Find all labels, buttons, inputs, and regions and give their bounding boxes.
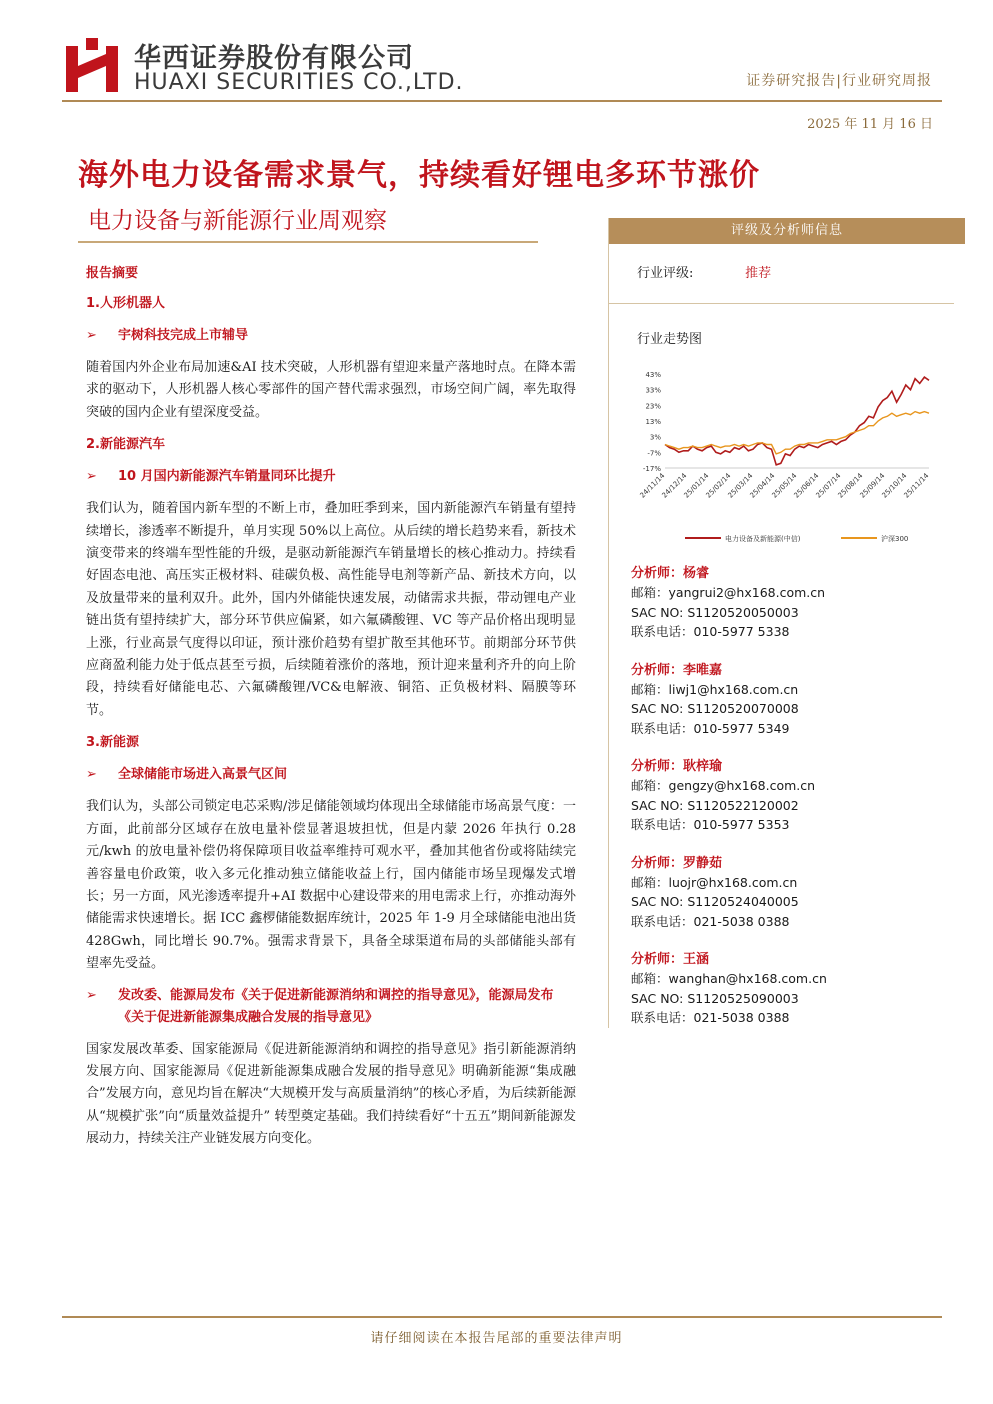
series-line [665,377,929,465]
company-name-cn: 华西证券股份有限公司 [134,43,414,74]
analyst-sac: SAC NO: S1120520070008 [631,701,799,716]
analyst-email[interactable]: gengzy@hx168.com.cn [668,778,816,793]
x-tick-label: 25/06/14 [792,471,821,500]
y-tick-label: 13% [645,418,661,426]
analyst-phone: 021-5038 0388 [693,1010,790,1025]
phone-label: 联系电话： [631,720,694,736]
arrow-bullet-icon: ➢ [86,328,97,343]
y-tick-label: -7% [647,449,661,458]
legal-notice: 请仔细阅读在本报告尾部的重要法律声明 [370,1331,623,1346]
analyst-phone: 010-5977 5349 [693,720,790,736]
x-tick-label: 25/08/14 [836,471,865,500]
x-tick-label: 25/09/14 [858,471,887,500]
paragraph: 我们认为，随着国内新车型的不断上市，叠加旺季到来，国内新能源汽车销量有望持续增长，渗透率不断提升，单月实现 50%以上高位。从后续的增长趋势来看，新技术演变带来的终端车型性能的升级，是驱动新能源汽车销量增长的核心推动力。持续看好固态电池、高压实正极材料、硅碳负极、高性能导电剂等新产品、新技术方向，以及放量带来的量利双升。此外，国内外储能快速发展，动储需求共振，带动锂电产业链出货有望持续扩大，部分环节供应偏紧，如六氟磷酸锂、VC 等产品价格出现明显上涨，行业高景气度得以印证，预计涨价趋势有望扩散至其他环节。前期部分环节供应商盈利能力处于低点甚至亏损，后续随着涨价的落地，预计迎来量利齐升的向上阶段，持续看好储能电芯、六氟磷酸锂/VC&电解液、铜箔、正负极材料、隔膜等环节。 [86,501,576,718]
summary-column [86,262,576,1160]
analyst-phone: 021-5038 0388 [693,913,790,929]
y-tick-label: 43% [645,371,661,379]
paragraph: 我们认为，头部公司锁定电芯采购/涉足储能领域均体现出全球储能市场高景气度：一方面，此前部分区域存在放电量补偿显著退坡担忧，但是内蒙 2026 年执行 0.28 元/kwh 的放电量补偿仍将保障项目收益率维持可观水平，叠加其他省份或将陆续完善容量电价政策，收入多元化推动独立储能收益上行，国内储能市场呈现爆发式增长；另一方面，风光渗透率提升+AI 数据中心建设带来的用电需求上行，亦推动海外储能需求快速增长。据 ICC 鑫椤储能数据库统计，2025 年 1-9 月全球储能电池出货 428Gwh，同比增长 90.7%。强需求背景下，具备全球渠道布局的头部储能头部有望率先受益。 [86,799,576,972]
analyst-sac: SAC NO: S1120524040005 [631,894,799,909]
report-date: 2025 年 11 月 16 日 [807,117,933,132]
analyst-email-row [631,969,961,989]
phone-label: 联系电话： [631,913,694,929]
paragraph: 国家发展改革委、国家能源局《促进新能源消纳和调控的指导意见》指引新能源消纳发展方向、国家能源局《促进新能源集成融合发展的指导意见》明确新能源“集成融合”发展方向，意见均旨在解决“大规模开发与高质量消纳”的核心矛盾，为后续新能源从“规模扩张”向“质量效益提升” 转型奠定基础。我们持续看好“十五五”期间新能源发展动力，持续关注产业链发展方向变化。 [86,1041,576,1147]
analyst-email-row [631,680,961,700]
y-tick-label: 33% [645,386,661,395]
arrow-bullet-icon: ➢ [86,469,97,485]
email-label: 邮箱： [631,971,669,986]
bullet-text: 发改委、能源局发布《关于促进新能源消纳和调控的指导意见》，能源局发布《关于促进新能源集成融合发展的指导意见》 [118,987,554,1025]
analyst-phone: 010-5977 5353 [693,817,790,832]
arrow-bullet-icon: ➢ [86,987,97,1003]
email-label: 邮箱： [631,874,669,890]
bullet-heading [86,325,576,347]
analyst-name: 分析师：耿梓瑜 [631,759,723,774]
bullet-text: 宇树科技完成上市辅导 [118,328,249,343]
header-divider [62,100,942,102]
panel-heading: 评级及分析师信息 [609,218,965,244]
x-tick-label: 25/11/14 [902,471,931,500]
subtitle-divider [78,241,538,243]
analyst-phone-row [631,1008,961,1028]
analyst-phone-row [631,622,961,642]
analyst-name: 分析师：王涵 [631,952,710,967]
analyst-name: 分析师：杨睿 [631,566,710,581]
email-label: 邮箱： [631,681,669,697]
email-label: 邮箱： [631,778,669,793]
bullet-text: 全球储能市场进入高景气区间 [118,767,288,783]
section-heading: 2.新能源汽车 [86,437,165,453]
report-title: 海外电力设备需求景气，持续看好锂电多环节涨价 [78,158,760,193]
analyst-phone-row [631,912,961,932]
rating-label: 行业评级: [637,266,694,281]
x-tick-label: 25/07/14 [814,471,843,500]
analyst-email[interactable]: yangrui2@hx168.com.cn [668,585,826,600]
section-heading: 3.新能源 [86,735,139,751]
analyst-card [631,564,961,642]
paragraph: 随着国内外企业布局加速&AI 技术突破，人形机器有望迎来量产落地时点。在降本需求的驱动下，人形机器人核心零部件的国产替代需求强烈，市场空间广阔，率先取得突破的国内企业有望深度受益。 [86,360,576,420]
analyst-card [631,854,961,932]
panel-divider [609,303,954,304]
phone-label: 联系电话： [631,817,694,832]
analyst-email[interactable]: luojr@hx168.com.cn [668,874,798,890]
bullet-heading [86,466,576,488]
x-tick-label: 25/01/14 [682,471,711,500]
analyst-phone-row [631,815,961,835]
x-tick-label: 24/12/14 [660,471,689,500]
bullet-heading [86,764,576,786]
arrow-bullet-icon: ➢ [86,767,97,783]
bullet-text: 10 月国内新能源汽车销量同环比提升 [118,469,336,485]
analyst-sac: SAC NO: S1120525090003 [631,990,799,1006]
analyst-sac: SAC NO: S1120522120002 [631,797,799,813]
analyst-sac: SAC NO: S1120520050003 [631,604,799,620]
analyst-phone: 010-5977 5338 [693,624,790,639]
analyst-email[interactable]: liwj1@hx168.com.cn [668,681,799,697]
analyst-email-row [631,873,961,893]
x-tick-label: 25/10/14 [880,471,909,500]
phone-label: 联系电话： [631,1010,694,1025]
x-tick-label: 25/04/14 [748,471,777,500]
footer-divider [62,1316,942,1318]
x-tick-label: 24/11/14 [638,471,667,500]
email-label: 邮箱： [631,585,669,600]
company-name-en: HUAXI SECURITIES CO.,LTD. [134,70,464,95]
huaxi-logo-icon [62,36,122,94]
analyst-email-row [631,583,961,603]
phone-label: 联系电话： [631,624,694,639]
rating-value: 推荐 [745,266,772,281]
analyst-name: 分析师：李唯嘉 [631,662,723,678]
x-tick-label: 25/02/14 [704,471,733,500]
y-tick-label: -17% [642,465,661,473]
report-subtitle: 电力设备与新能源行业周观察 [88,208,387,234]
report-type: 证券研究报告|行业研究周报 [746,73,932,89]
rating-analyst-panel [608,218,964,1028]
legend-label: 电力设备及新能源(中信) [725,535,801,543]
industry-rating [637,262,771,281]
analyst-email-row [631,776,961,796]
trend-chart [629,366,949,566]
y-tick-label: 3% [649,433,661,442]
analyst-card [631,950,961,1028]
summary-heading: 报告摘要 [86,266,139,281]
x-tick-label: 25/03/14 [726,471,755,500]
analyst-name: 分析师：罗静茹 [631,855,723,871]
y-tick-label: 23% [645,402,661,411]
legend-label: 沪深300 [881,535,909,543]
trend-chart-label: 行业走势图 [637,332,703,347]
section-heading: 1.人形机器人 [86,296,165,311]
trend-chart-svg [629,366,949,566]
page-header [62,30,942,100]
x-tick-label: 25/05/14 [770,471,799,500]
analyst-email[interactable]: wanghan@hx168.com.cn [668,971,827,986]
bullet-heading [86,985,576,1029]
analyst-card [631,661,961,739]
analyst-list [631,564,961,1047]
analyst-phone-row [631,719,961,739]
analyst-card [631,757,961,835]
